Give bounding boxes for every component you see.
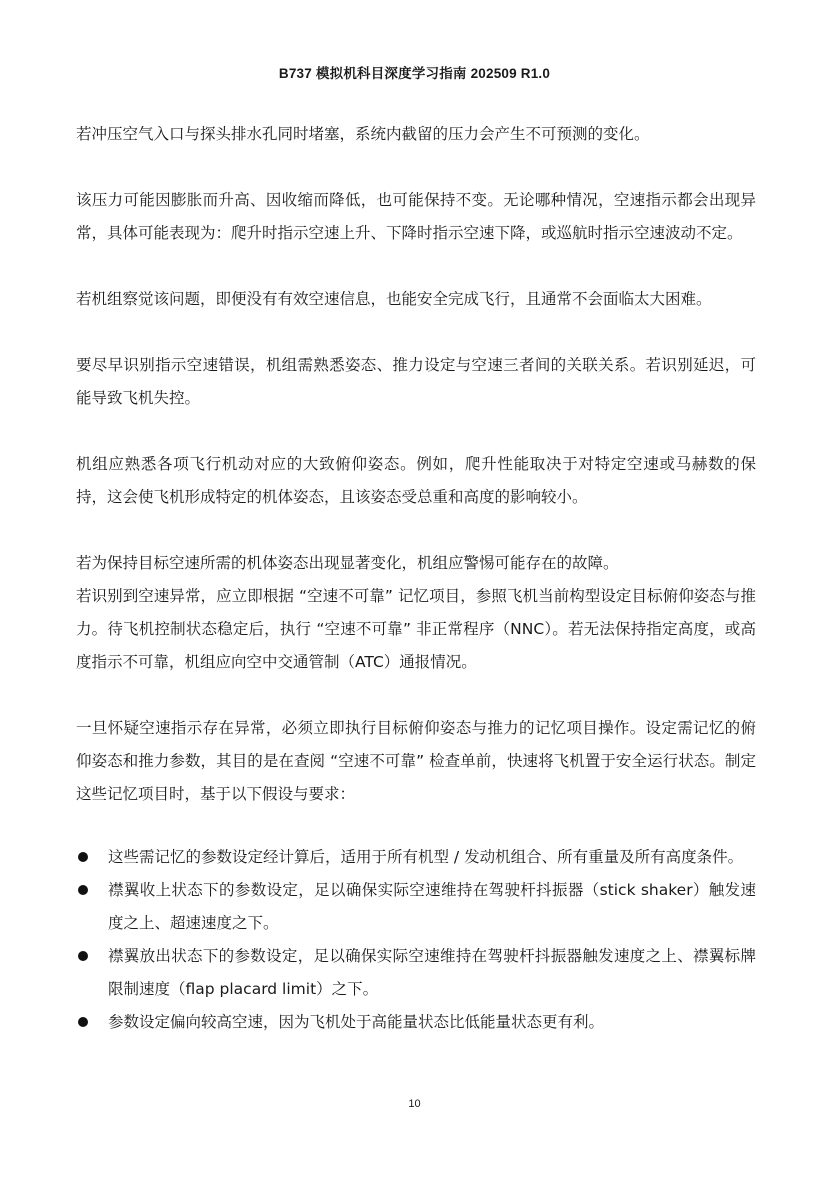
list-item-text: 襟翼放出状态下的参数设定，足以确保实际空速维持在驾驶杆抖振器触发速度之上、襟翼标牌限制速度（flap placard limit）之下。 <box>108 947 756 998</box>
paragraph-2: 该压力可能因膨胀而升高、因收缩而降低，也可能保持不变。无论哪种情况，空速指示都会出现异常，具体可能表现为：爬升时指示空速上升、下降时指示空速下降，或巡航时指示空速波动不定。 <box>76 191 756 242</box>
paragraph-5: 机组应熟悉各项飞行机动对应的大致俯仰姿态。例如，爬升性能取决于对特定空速或马赫数的保持，这会使飞机形成特定的机体姿态，且该姿态受总重和高度的影响较小。 <box>76 455 756 506</box>
document-header: B737 模拟机科目深度学习指南 202509 R1.0 <box>278 66 551 81</box>
bullet-icon <box>78 951 88 961</box>
paragraph-1: 若冲压空气入口与探头排水孔同时堵塞，系统内截留的压力会产生不可预测的变化。 <box>76 125 650 143</box>
list-item-text: 参数设定偏向较高空速，因为飞机处于高能量状态比低能量状态更有利。 <box>108 1013 605 1031</box>
bullet-icon <box>78 885 88 895</box>
list-item <box>76 874 756 940</box>
paragraph-7: 若识别到空速异常，应立即根据 “空速不可靠” 记忆项目，参照飞机当前构型设定目标俯仰姿态与推力。待飞机控制状态稳定后，执行 “空速不可靠” 非正常程序（NNC）。若无法保持指定高度，或高度指示不可靠，机组应向空中交通管制（ATC）通报情况。 <box>76 587 756 671</box>
bullet-icon <box>78 852 88 862</box>
paragraph-8: 一旦怀疑空速指示存在异常，必须立即执行目标俯仰姿态与推力的记忆项目操作。设定需记忆的俯仰姿态和推力参数，其目的是在查阅 “空速不可靠” 检查单前，快速将飞机置于安全运行状态。制定这些记忆项目时，基于以下假设与要求： <box>76 719 756 803</box>
paragraph-6: 若为保持目标空速所需的机体姿态出现显著变化，机组应警惕可能存在的故障。 <box>76 554 619 572</box>
list-item <box>76 1006 756 1039</box>
list-item <box>76 841 756 874</box>
list-item-text: 这些需记忆的参数设定经计算后，适用于所有机型 / 发动机组合、所有重量及所有高度条件。 <box>108 848 744 866</box>
list-item <box>76 940 756 1006</box>
bullet-icon <box>78 1017 88 1027</box>
list-item-text: 襟翼收上状态下的参数设定，足以确保实际空速维持在驾驶杆抖振器（stick shaker）触发速度之上、超速速度之下。 <box>108 881 756 932</box>
paragraph-3: 若机组察觉该问题，即便没有有效空速信息，也能安全完成飞行，且通常不会面临太大困难。 <box>76 290 712 308</box>
paragraph-4: 要尽早识别指示空速错误，机组需熟悉姿态、推力设定与空速三者间的关联关系。若识别延迟，可能导致飞机失控。 <box>76 356 756 407</box>
document-body <box>76 118 756 1039</box>
assumption-list <box>76 841 756 1039</box>
page-number: 10 <box>408 1098 421 1110</box>
